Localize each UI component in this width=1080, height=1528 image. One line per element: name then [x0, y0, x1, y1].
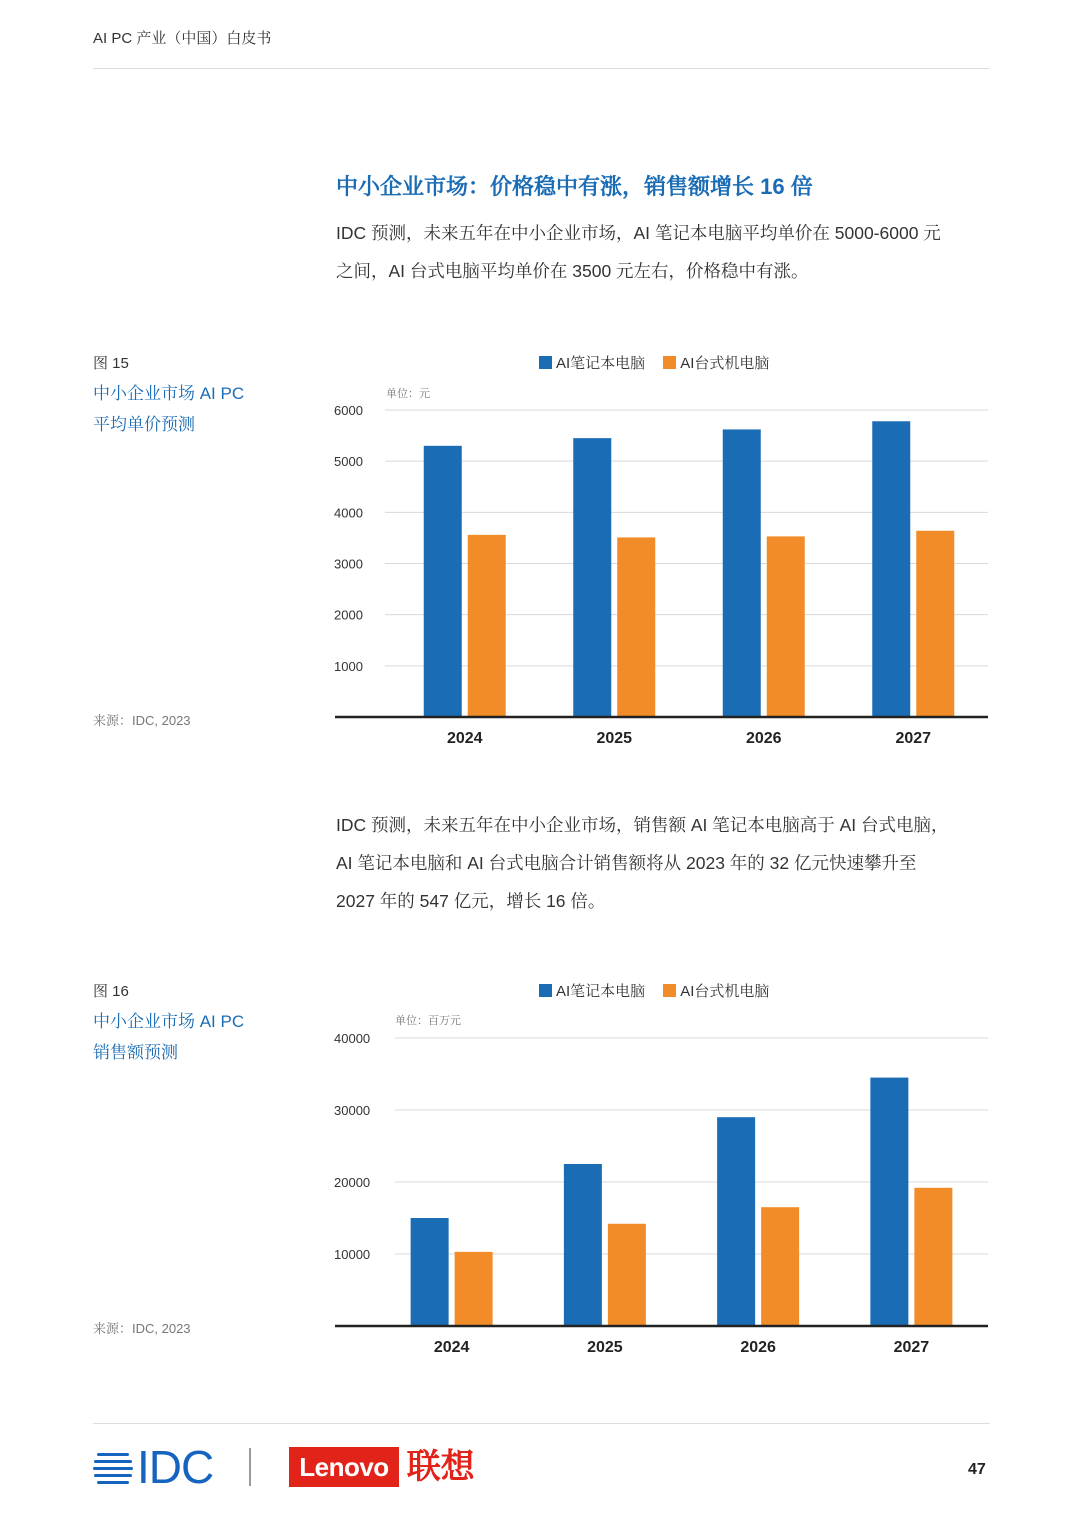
- section-heading: 中小企业市场：价格稳中有涨，销售额增长 16 倍: [336, 174, 813, 199]
- bar-desktop-2026: [761, 1207, 799, 1326]
- bar-desktop-2027: [916, 531, 954, 717]
- figure-source: 来源：IDC, 2023: [93, 1321, 191, 1336]
- legend-swatch-laptop: [539, 356, 552, 369]
- bar-desktop-2024: [455, 1252, 493, 1326]
- paragraph-sales: [336, 806, 992, 920]
- legend-item: [539, 980, 645, 1001]
- bar-laptop-2024: [424, 446, 462, 717]
- x-tick-label: 2025: [587, 1339, 623, 1356]
- x-tick-label: 2025: [596, 730, 633, 747]
- document-header-title: AI PC 产业（中国）白皮书: [93, 30, 272, 47]
- y-tick-label: 40000: [334, 1031, 371, 1046]
- y-tick-label: 1000: [334, 658, 363, 674]
- y-tick-label: 20000: [334, 1175, 371, 1190]
- x-tick-label: 2027: [895, 730, 932, 747]
- bar-laptop-2026: [723, 429, 761, 717]
- y-tick-label: 2000: [334, 607, 363, 623]
- bar-laptop-2025: [573, 438, 611, 717]
- legend-swatch-laptop: [539, 984, 552, 997]
- legend-item: [663, 980, 769, 1001]
- paragraph-line: IDC 预测，未来五年在中小企业市场，销售额 AI 笔记本电脑高于 AI 台式电脑，: [336, 815, 949, 835]
- bar-desktop-2026: [767, 536, 805, 717]
- figure-title-line: 销售额预测: [93, 1043, 178, 1062]
- lenovo-cn-logo: 联想: [406, 1448, 475, 1486]
- paragraph-line: AI 笔记本电脑和 AI 台式电脑合计销售额将从 2023 年的 32 亿元快速攀升至: [336, 853, 917, 873]
- figure-source: 来源：IDC, 2023: [93, 713, 191, 728]
- chart-legend: [539, 352, 769, 373]
- legend-label: AI台式机电脑: [680, 983, 770, 1000]
- figure-title-line: 平均单价预测: [93, 415, 195, 434]
- figure-title: [93, 1006, 244, 1068]
- figure-title: [93, 378, 244, 440]
- legend-label: AI笔记本电脑: [556, 355, 646, 372]
- bar-laptop-2024: [411, 1218, 449, 1326]
- page-number: 47: [968, 1461, 986, 1478]
- paragraph-price: [336, 214, 992, 290]
- y-tick-label: 5000: [334, 454, 363, 470]
- legend-label: AI笔记本电脑: [556, 983, 646, 1000]
- bar-desktop-2027: [914, 1188, 952, 1326]
- bar-desktop-2025: [617, 537, 655, 717]
- chart-unit-label: 单位：元: [386, 388, 430, 400]
- chart-unit-label: 单位：百万元: [395, 1015, 461, 1027]
- legend-item: [663, 352, 769, 373]
- bar-laptop-2026: [717, 1117, 755, 1326]
- bar-laptop-2027: [872, 421, 910, 717]
- footer-divider: [93, 1423, 990, 1424]
- idc-globe-icon: [93, 1447, 133, 1487]
- x-tick-label: 2027: [893, 1339, 930, 1356]
- y-tick-label: 6000: [334, 403, 363, 418]
- idc-logo-text: IDC: [137, 1441, 214, 1493]
- y-tick-label: 4000: [334, 505, 363, 521]
- bar-laptop-2027: [870, 1078, 908, 1326]
- chart-legend: [539, 980, 769, 1001]
- figure-title-line: 中小企业市场 AI PC: [93, 384, 245, 403]
- x-tick-label: 2024: [446, 730, 483, 747]
- figure-number: 图 15: [93, 355, 129, 372]
- legend-swatch-desktop: [663, 356, 676, 369]
- logo-separator: [249, 1448, 251, 1486]
- bar-laptop-2025: [564, 1164, 602, 1326]
- bar-desktop-2025: [608, 1224, 646, 1326]
- sales-bar-chart: [320, 1008, 1020, 1378]
- y-tick-label: 3000: [334, 556, 363, 572]
- x-tick-label: 2026: [745, 730, 782, 747]
- paragraph-line: IDC 预测，未来五年在中小企业市场，AI 笔记本电脑平均单价在 5000-6000 元: [336, 223, 941, 243]
- legend-item: [539, 352, 645, 373]
- figure-title-line: 中小企业市场 AI PC: [93, 1012, 245, 1031]
- legend-swatch-desktop: [663, 984, 676, 997]
- y-tick-label: 30000: [334, 1103, 371, 1118]
- paragraph-line: 2027 年的 547 亿元，增长 16 倍。: [336, 891, 606, 911]
- x-tick-label: 2024: [433, 1339, 470, 1356]
- x-tick-label: 2026: [740, 1339, 776, 1356]
- footer-logos: [93, 1441, 475, 1493]
- paragraph-line: 之间，AI 台式电脑平均单价在 3500 元左右，价格稳中有涨。: [336, 261, 809, 281]
- avg-price-bar-chart: [320, 380, 1020, 770]
- legend-label: AI台式机电脑: [680, 355, 770, 372]
- idc-logo: [93, 1441, 214, 1493]
- bar-desktop-2024: [468, 535, 506, 717]
- figure-number: 图 16: [93, 983, 129, 1000]
- header-divider: [93, 68, 990, 69]
- lenovo-logo: Lenovo: [289, 1447, 398, 1487]
- y-tick-label: 10000: [334, 1247, 371, 1262]
